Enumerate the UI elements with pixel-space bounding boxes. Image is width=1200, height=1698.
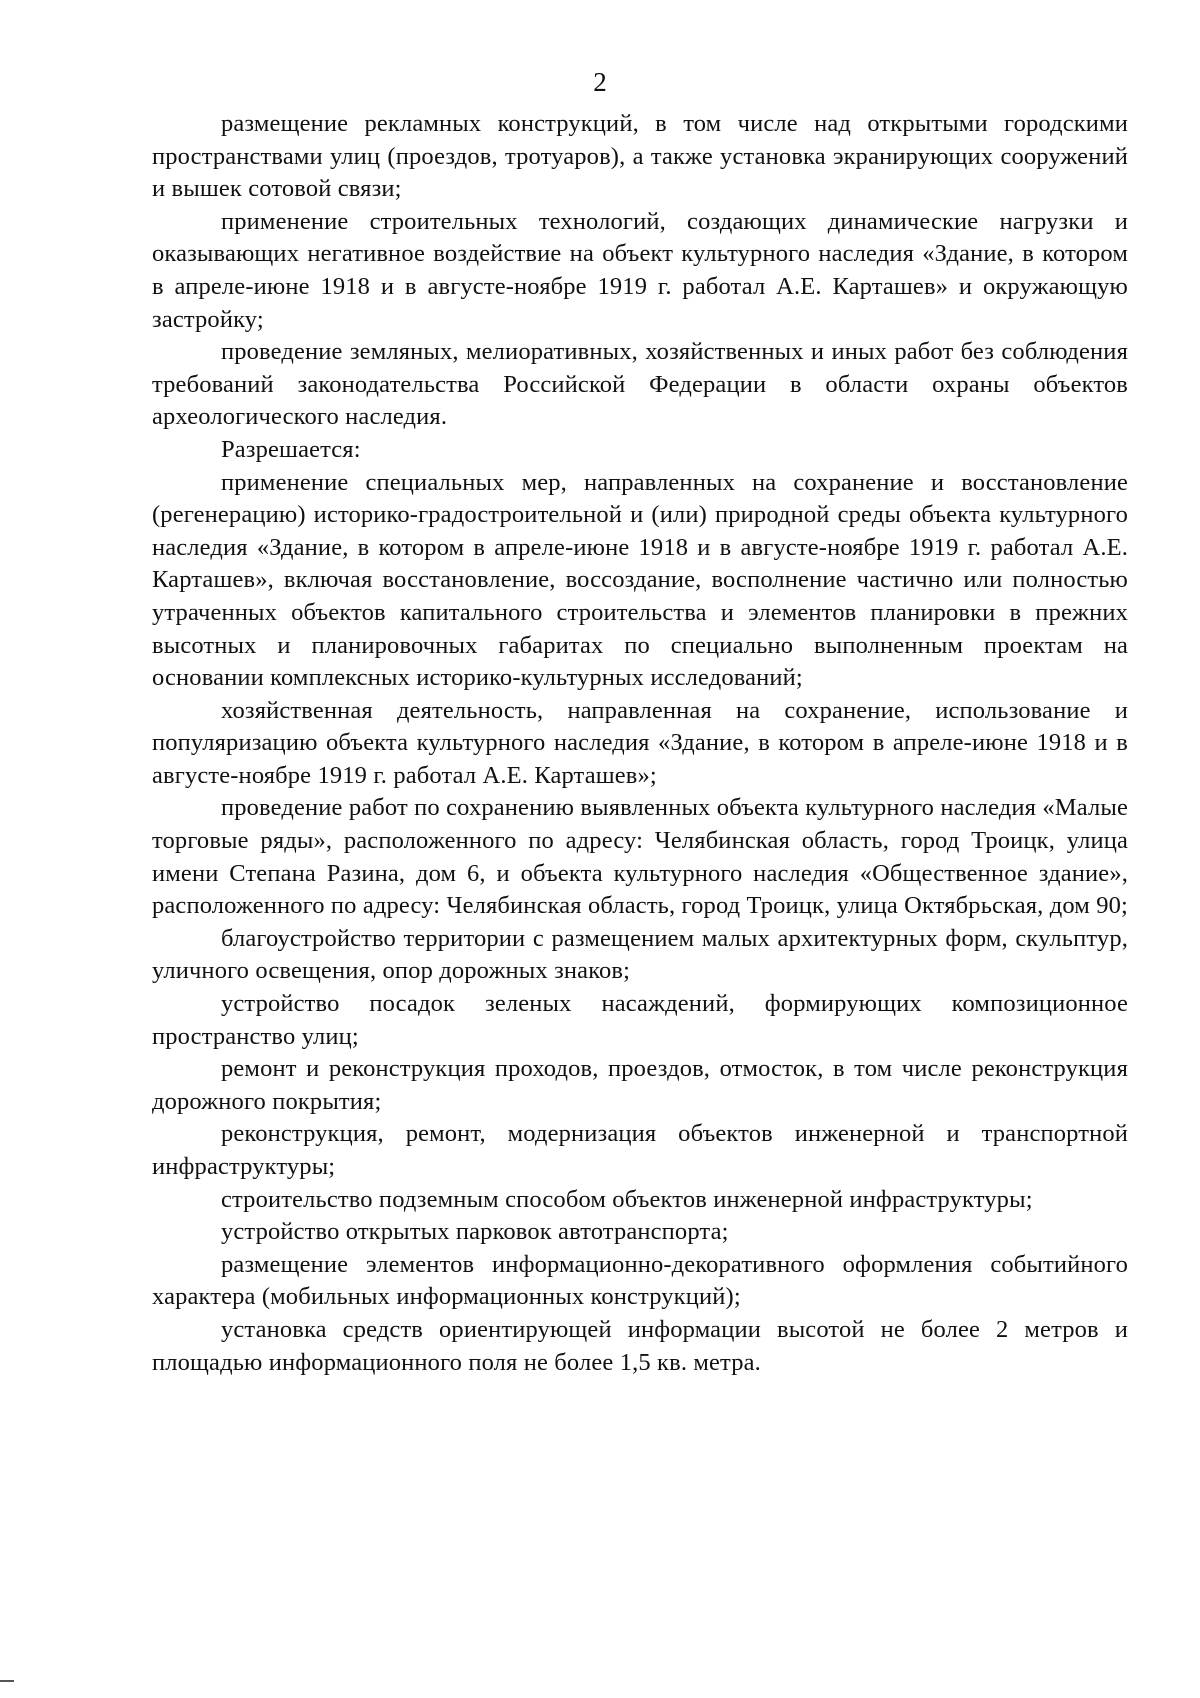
paragraph-landscaping: благоустройство территории с размещением малых архитектурных форм, скульптур, уличного освещения, опор дорожных знаков; [152, 924, 1128, 985]
paragraph-permitted-heading: Разрешается: [221, 435, 361, 463]
paragraph-green-planting: устройство посадок зеленых насаждений, формирующих композиционное пространство улиц; [152, 990, 1128, 1050]
paragraph-construction-technologies: применение строительных технологий, создающих динамические нагрузки и оказывающих негативное воздействие на объект культурного наследия «Здание, в котором в апреле-июне 1918 и в августе-ноябре 1919 г. работал А.Е. Карташев» и окружающую застройку; [152, 207, 1128, 333]
paragraph-infrastructure-modernization: реконструкция, ремонт, модернизация объектов инженерной и транспортной инфраструктуры; [152, 1120, 1128, 1180]
paragraph-decorative-design: размещение элементов информационно-декоративного оформления событийного характера (мобильных информационных конструкций); [152, 1250, 1128, 1311]
scan-edge-mark [0, 1680, 14, 1682]
paragraph-earthworks: проведение земляных, мелиоративных, хозяйственных и иных работ без соблюдения требований законодательства Российской Федерации в области охраны объектов археологического наследия. [152, 338, 1128, 431]
paragraph-advertising-structures: размещение рекламных конструкций, в том числе над открытыми городскими пространствами улиц (проездов, тротуаров), а также установка экранирующих сооружений и вышек сотовой связи; [152, 110, 1128, 203]
paragraph-special-measures: применение специальных мер, направленных на сохранение и восстановление (регенерацию) историко-градостроительной и (или) природной среды объекта культурного наследия «Здание, в котором в апреле-июне 1918 и в августе-ноябре 1919 г. работал А.Е. Карташев», включая восстановление, воссоздание, восполнение частично или полностью утраченных объектов капитального строительства и элементов планировки в прежних высотных и планировочных габаритах по специально выполненным проектам на основании комплексных историко-культурных исследований; [152, 468, 1128, 692]
document-body [152, 108, 1128, 1379]
paragraph-open-parking: устройство открытых парковок автотранспорта; [221, 1218, 729, 1246]
paragraph-underground-construction: строительство подземным способом объектов инженерной инфраструктуры; [221, 1185, 1033, 1213]
paragraph-preservation-works: проведение работ по сохранению выявленных объекта культурного наследия «Малые торговые ряды», расположенного по адресу: Челябинская область, город Троицк, улица имени Степана Разина, дом 6, и объекта культурного наследия «Общественное здание», расположенного по адресу: Челябинская область, город Троицк, улица Октябрьская, дом 90; [152, 794, 1128, 920]
paragraph-road-repair: ремонт и реконструкция проходов, проездов, отмосток, в том числе реконструкция дорожного покрытия; [152, 1055, 1128, 1115]
paragraph-orientation-signs: установка средств ориентирующей информации высотой не более 2 метров и площадью информационного поля не более 1,5 кв. метра. [152, 1315, 1128, 1376]
page-number: 2 [593, 67, 607, 97]
paragraph-economic-activity: хозяйственная деятельность, направленная на сохранение, использование и популяризацию объекта культурного наследия «Здание, в котором в апреле-июне 1918 и в августе-ноябре 1919 г. работал А.Е. Карташев»; [152, 696, 1128, 789]
